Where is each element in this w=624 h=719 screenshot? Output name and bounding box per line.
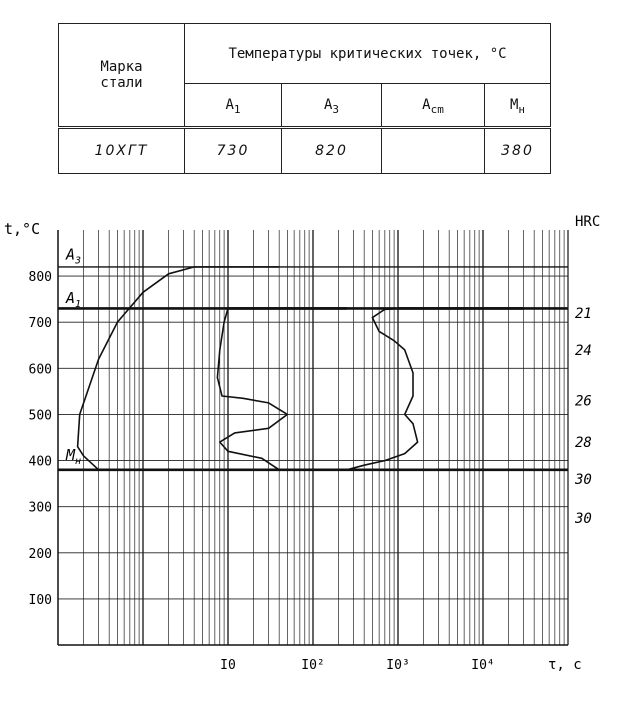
y-axis-title: t,°C [4, 220, 41, 238]
critical-label-a1: $A_1$ [66, 289, 82, 311]
y-tick-label: 700 [28, 316, 52, 332]
steel-grade-header-line1: Марка [100, 59, 143, 75]
hrc-label: 26 [575, 393, 592, 410]
hrc-label: 28 [575, 435, 592, 452]
critical-points-header: Температуры критических точек, °С [185, 24, 551, 84]
col-a1: $A_1$ [185, 84, 282, 128]
y-tick-label: 500 [28, 408, 52, 424]
steel-grade-header [59, 24, 185, 128]
a1-value: 730 [185, 128, 282, 174]
x-tick-label: I0⁴ [471, 658, 495, 673]
y-tick-label: 800 [28, 270, 52, 286]
hrc-label: 30 [575, 472, 592, 488]
x-tick-label: I0² [301, 658, 325, 673]
curve-bainite [347, 308, 418, 469]
x-tick-label: I0 [220, 658, 236, 673]
hrc-axis-title: HRC [575, 214, 601, 230]
steel-grade-value: 10ХГТ [59, 128, 185, 174]
critical-label-mn: $M_н$ [66, 445, 82, 467]
acm-value [382, 128, 485, 174]
curve-austenite-outer-upper [80, 267, 280, 415]
axis-labels [4, 214, 600, 673]
steel-grade-header-line2: стали [100, 75, 143, 91]
y-tick-label: 400 [28, 454, 52, 470]
hrc-label: 30 [575, 511, 592, 528]
col-acm: $A_{cm}$ [382, 84, 485, 128]
critical-points-table [58, 23, 551, 174]
col-a3: $A_3$ [282, 84, 382, 128]
hrc-label: 24 [575, 342, 592, 359]
ttt-diagram [0, 190, 624, 715]
y-tick-label: 200 [28, 546, 52, 562]
y-tick-label: 600 [28, 362, 52, 378]
col-mn: $M_н$ [485, 84, 551, 128]
hrc-label: 21 [575, 306, 592, 322]
critical-label-a3: $A_3$ [66, 245, 82, 267]
x-tick-label: I0³ [386, 658, 410, 673]
y-tick-label: 300 [28, 500, 52, 516]
y-tick-label: I00 [28, 592, 52, 608]
grid [58, 230, 568, 645]
a3-value: 820 [282, 128, 382, 174]
mn-value: 380 [485, 128, 551, 174]
x-axis-title: τ, c [548, 657, 582, 673]
